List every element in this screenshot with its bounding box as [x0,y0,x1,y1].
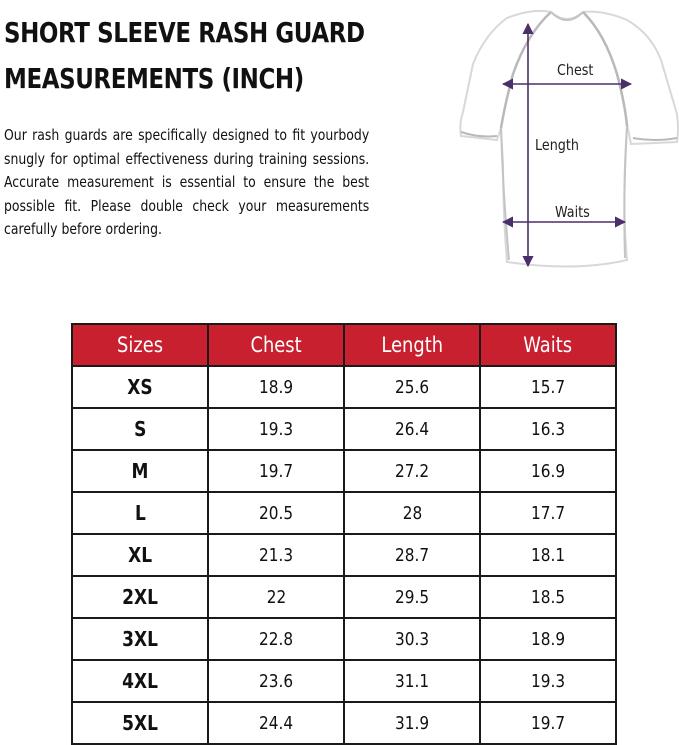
length-cell: 28.7 [344,534,480,576]
size-cell: XS [72,366,208,408]
length-cell: 31.9 [344,702,480,744]
waist-cell: 18.5 [480,576,616,618]
chest-cell: 23.6 [208,660,344,702]
chest-label: Chest [557,62,594,80]
size-chart-table [71,323,617,745]
size-cell: XL [72,534,208,576]
column-header-length: Length [344,324,480,366]
table-row [72,408,616,450]
column-header-sizes: Sizes [72,324,208,366]
table-row [72,702,616,744]
waist-label: Waits [555,204,590,222]
waist-cell: 15.7 [480,366,616,408]
size-cell: 3XL [72,618,208,660]
size-cell: 4XL [72,660,208,702]
table-row [72,534,616,576]
page-title [4,10,389,102]
waist-cell: 19.3 [480,660,616,702]
chest-cell: 24.4 [208,702,344,744]
title-line-2: MEASUREMENTS (INCH) [4,62,304,95]
table-row [72,660,616,702]
waist-cell: 16.3 [480,408,616,450]
chest-cell: 19.3 [208,408,344,450]
waist-cell: 18.1 [480,534,616,576]
length-cell: 31.1 [344,660,480,702]
shirt-measurement-diagram [455,4,679,276]
size-cell: 5XL [72,702,208,744]
table-row [72,366,616,408]
chest-cell: 20.5 [208,492,344,534]
waist-cell: 18.9 [480,618,616,660]
length-cell: 26.4 [344,408,480,450]
waist-cell: 19.7 [480,702,616,744]
table-row [72,618,616,660]
waist-cell: 16.9 [480,450,616,492]
chest-cell: 19.7 [208,450,344,492]
table-row [72,450,616,492]
length-cell: 28 [344,492,480,534]
title-line-1: SHORT SLEEVE RASH GUARD [4,16,365,49]
chest-cell: 18.9 [208,366,344,408]
table-row [72,492,616,534]
length-cell: 25.6 [344,366,480,408]
waist-cell: 17.7 [480,492,616,534]
length-cell: 29.5 [344,576,480,618]
fit-description: Our rash guards are specifically designed to fit yourbody snugly for optimal effectiveness during training sessions. Accurate measurement is essential to ensure the best possible fit. Please double check your measurements carefully before ordering. [4,126,370,238]
chest-cell: 22 [208,576,344,618]
chest-cell: 22.8 [208,618,344,660]
column-header-waist: Waits [480,324,616,366]
column-header-chest: Chest [208,324,344,366]
rash-guard-shirt-illustration [455,4,679,276]
table-row [72,576,616,618]
size-chart-header-row [72,324,616,366]
length-cell: 27.2 [344,450,480,492]
length-label: Length [535,137,579,155]
size-cell: L [72,492,208,534]
length-cell: 30.3 [344,618,480,660]
size-cell: 2XL [72,576,208,618]
chest-cell: 21.3 [208,534,344,576]
size-cell: S [72,408,208,450]
size-cell: M [72,450,208,492]
